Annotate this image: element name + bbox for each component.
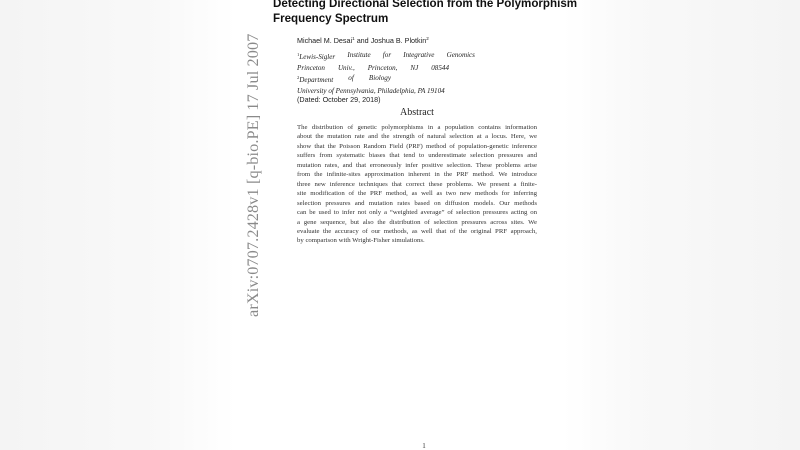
arxiv-identifier-stamp: arXiv:0707.2428v1 [q-bio.PE] 17 Jul 2007 (243, 33, 262, 317)
affiliation-word: NJ (410, 63, 419, 72)
author-name: Michael M. Desai (297, 36, 353, 45)
affiliation-word: of (348, 74, 354, 82)
author-connector: and (356, 36, 369, 45)
abstract-line: by comparison with Wright-Fisher simulations. (297, 237, 425, 245)
abstract-line: can be used to infer not only a “weighted average” of selection pressures acting on (297, 209, 537, 217)
abstract-line: from the infinite-sites approximation inherent in the PRF method. We introduce (297, 171, 537, 179)
affiliation-word: Genomics (446, 51, 475, 59)
viewer-background-right (563, 0, 800, 450)
abstract-line: three new inference techniques that correct these problems. We present a finite- (297, 180, 537, 188)
date-line: (Dated: October 29, 2018) (297, 95, 381, 104)
affiliation-marker: 1 (352, 36, 355, 41)
abstract-heading: Abstract (400, 107, 434, 118)
abstract-line: a gene sequence, but also the distribution of selection pressures across sites. We (297, 218, 537, 226)
abstract-line: evaluate the accuracy of our methods, as well that of the original PRF approach, (297, 227, 537, 235)
affiliation-word: 08544 (431, 63, 449, 72)
abstract-line: The distribution of genetic polymorphisms in a population contains information (297, 124, 537, 131)
affiliation-word: Univ., (337, 63, 355, 72)
abstract-line: selection pressures and mutation rates based on diffusion models. Our methods (297, 199, 537, 207)
author-name: Joshua B. Plotkin (370, 36, 427, 45)
title-line: Frequency Spectrum (273, 12, 389, 25)
abstract-line: about the mutation rate and the strength of natural selection at a locus. Here, we (297, 133, 537, 141)
paper-title (273, 0, 583, 26)
affiliation-marker: 1 (297, 52, 300, 57)
affiliation-marker: 2 (297, 75, 300, 80)
affiliation-1-institute (297, 50, 475, 63)
abstract-line: mutation rates, and that erroneously infer positive selection. These problems arise (297, 161, 537, 169)
affiliation-word: Princeton (297, 63, 325, 72)
affiliation-2-address: University of Pennsylvania, Philadelphia, PA 19104 (297, 86, 445, 95)
affiliation-word: Integrative (403, 51, 435, 59)
abstract-line: suffers from systematic biases that tend to underestimate selection pressures and (297, 152, 537, 160)
abstract-line: site modification of the PRF method, as well as two new methods for inferring (297, 190, 537, 198)
affiliation-marker: 2 (426, 36, 429, 41)
affiliations (297, 50, 477, 96)
affiliation-word: Institute (347, 51, 371, 59)
abstract-line: show that the Poisson Random Field (PRF) method of population-genetic inference (297, 142, 537, 150)
page-number: 1 (422, 442, 426, 450)
abstract-body (297, 123, 537, 246)
affiliation-word: for (382, 51, 392, 59)
affiliation-2-department (297, 73, 391, 86)
affiliation-word: Department (299, 76, 334, 84)
affiliation-1-address (297, 63, 449, 74)
affiliation-word: Lewis-Sigler (299, 53, 336, 61)
title-line: Detecting Directional Selection from the Polymorphism (273, 0, 578, 10)
affiliation-word: Princeton, (367, 63, 398, 72)
author-list (297, 36, 429, 45)
affiliation-word: Biology (368, 74, 391, 82)
viewer-background-left (0, 0, 236, 450)
